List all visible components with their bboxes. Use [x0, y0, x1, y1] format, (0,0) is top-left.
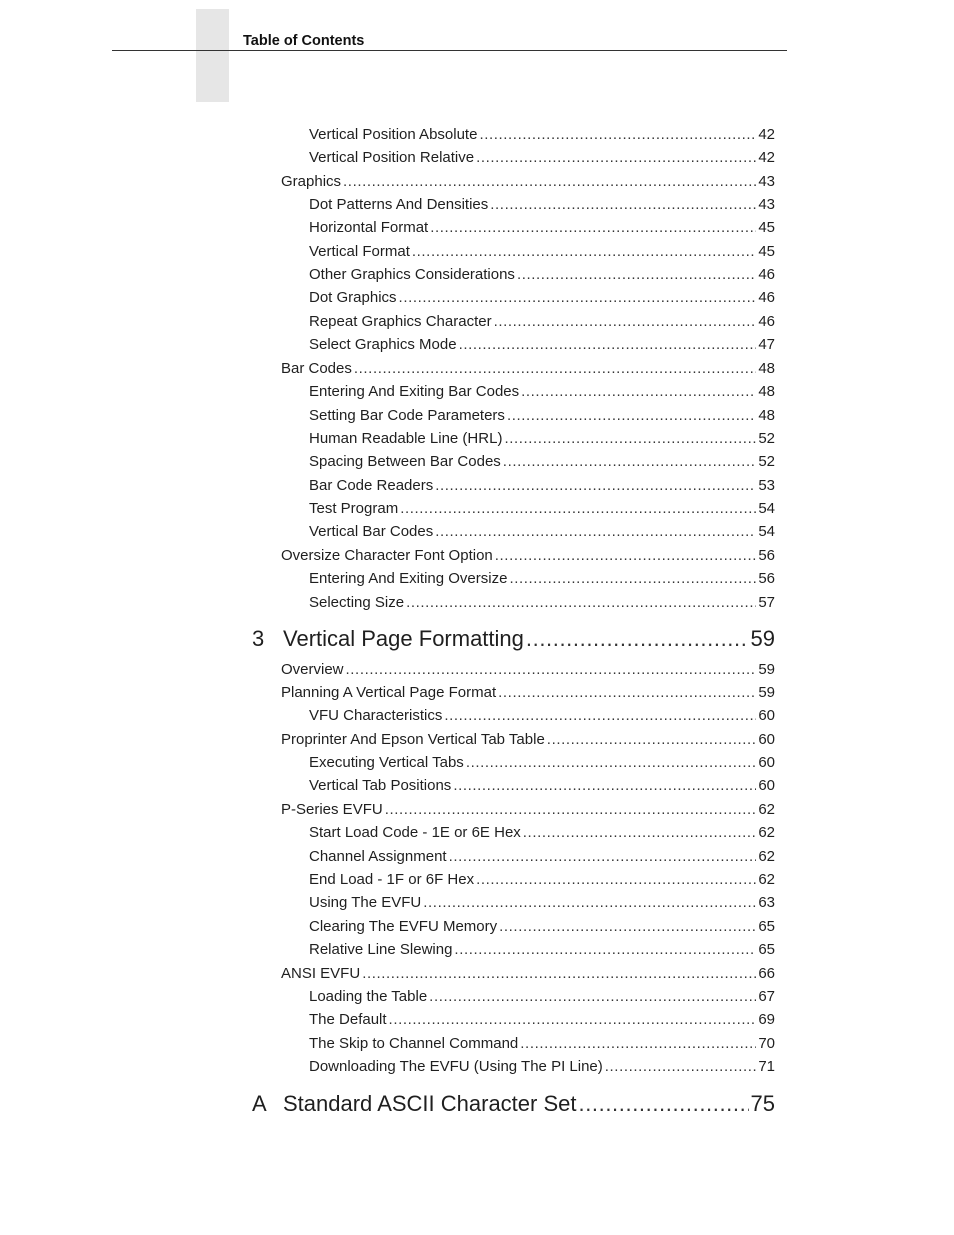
toc-entry[interactable]	[281, 547, 775, 564]
toc-entry[interactable]	[309, 289, 775, 306]
toc-page-number: 62	[758, 801, 775, 818]
toc-entry[interactable]	[309, 918, 775, 935]
toc-entry-label: VFU Characteristics	[309, 707, 443, 724]
header-rule	[112, 50, 787, 51]
dot-leader	[579, 1091, 749, 1117]
toc-page-number: 59	[758, 661, 775, 678]
toc-chapter-title: Standard ASCII Character Set	[283, 1091, 577, 1116]
toc-entry-label: Vertical Tab Positions	[309, 777, 452, 794]
dot-leader	[430, 219, 756, 236]
toc-chapter-entry[interactable]	[252, 626, 775, 652]
dot-leader	[507, 407, 756, 424]
toc-entry-label: ANSI EVFU	[281, 965, 361, 982]
toc-entry-label: Bar Codes	[281, 360, 352, 377]
toc-page-number: 46	[758, 289, 775, 306]
toc-page-number: 53	[758, 477, 775, 494]
toc-entry-label: Dot Patterns And Densities	[309, 196, 489, 213]
page-tab-marker	[196, 9, 229, 102]
toc-entry-label: Vertical Bar Codes	[309, 523, 434, 540]
toc-page-number: 70	[758, 1035, 775, 1052]
running-header-title: Table of Contents	[243, 33, 365, 49]
toc-entry-label: Entering And Exiting Bar Codes	[309, 383, 520, 400]
toc-entry[interactable]	[309, 149, 775, 166]
toc-entry[interactable]	[309, 1011, 775, 1028]
toc-page-number: 60	[758, 707, 775, 724]
toc-page-number: 56	[758, 570, 775, 587]
toc-page-number: 60	[758, 754, 775, 771]
toc-chapter-label	[252, 626, 524, 652]
toc-entry-label: Human Readable Line (HRL)	[309, 430, 503, 447]
toc-entry[interactable]	[309, 777, 775, 794]
dot-leader	[503, 453, 757, 470]
toc-page-number: 75	[750, 1091, 775, 1116]
dot-leader	[406, 594, 756, 611]
dot-leader	[385, 801, 757, 818]
dot-leader	[498, 684, 756, 701]
toc-entry-label: Bar Code Readers	[309, 477, 434, 494]
toc-entry-label: Graphics	[281, 173, 342, 190]
toc-page-number: 56	[758, 547, 775, 564]
dot-leader	[454, 941, 756, 958]
toc-entry[interactable]	[309, 383, 775, 400]
toc-entry[interactable]	[309, 707, 775, 724]
toc-entry-label: Downloading The EVFU (Using The PI Line)	[309, 1058, 603, 1075]
dot-leader	[466, 754, 757, 771]
toc-chapter-label	[252, 1091, 577, 1117]
toc-page-number: 52	[758, 453, 775, 470]
toc-entry-label: Spacing Between Bar Codes	[309, 453, 501, 470]
toc-entry[interactable]	[309, 196, 775, 213]
toc-chapter-entry[interactable]	[252, 1091, 775, 1117]
toc-entry-label: Loading the Table	[309, 988, 428, 1005]
toc-entry[interactable]	[309, 1058, 775, 1075]
toc-entry[interactable]	[281, 801, 775, 818]
dot-leader	[346, 661, 757, 678]
dot-leader	[504, 430, 756, 447]
toc-entry[interactable]	[309, 848, 775, 865]
toc-entry[interactable]	[309, 941, 775, 958]
dot-leader	[429, 988, 756, 1005]
toc-page-number: 45	[758, 219, 775, 236]
toc-entry[interactable]	[309, 477, 775, 494]
toc-page-number: 63	[758, 894, 775, 911]
toc-entry-label: Entering And Exiting Oversize	[309, 570, 508, 587]
toc-entry-label: Vertical Position Absolute	[309, 126, 478, 143]
toc-page-number: 59	[758, 684, 775, 701]
toc-page-number: 62	[758, 848, 775, 865]
dot-leader	[412, 243, 756, 260]
dot-leader	[389, 1011, 757, 1028]
toc-page-number: 65	[758, 918, 775, 935]
toc-page-number: 57	[758, 594, 775, 611]
dot-leader	[479, 126, 756, 143]
toc-entry[interactable]	[309, 336, 775, 353]
toc-page-number: 54	[758, 500, 775, 517]
toc-entry[interactable]	[309, 894, 775, 911]
dot-leader	[343, 173, 756, 190]
toc-entry[interactable]	[281, 731, 775, 748]
toc-entry[interactable]	[309, 243, 775, 260]
toc-entry[interactable]	[309, 523, 775, 540]
dot-leader	[459, 336, 757, 353]
toc-entry-label: The Default	[309, 1011, 387, 1028]
dot-leader	[605, 1058, 757, 1075]
toc-page-number: 65	[758, 941, 775, 958]
toc-chapter-number: A	[252, 1091, 267, 1116]
toc-entry[interactable]	[309, 570, 775, 587]
dot-leader	[362, 965, 756, 982]
toc-entry-label: Select Graphics Mode	[309, 336, 457, 353]
toc-page-number: 66	[758, 965, 775, 982]
toc-page-number: 46	[758, 313, 775, 330]
toc-page-number: 48	[758, 383, 775, 400]
dot-leader	[526, 626, 749, 652]
dot-leader	[449, 848, 757, 865]
toc-entry-label: Planning A Vertical Page Format	[281, 684, 497, 701]
dot-leader	[453, 777, 756, 794]
toc-entry[interactable]	[309, 500, 775, 517]
dot-leader	[517, 266, 756, 283]
toc-entry-label: Horizontal Format	[309, 219, 429, 236]
toc-entry[interactable]	[281, 173, 775, 190]
dot-leader	[523, 824, 757, 841]
toc-entry[interactable]	[309, 988, 775, 1005]
toc-entry-label: Vertical Format	[309, 243, 410, 260]
toc-page-number: 48	[758, 407, 775, 424]
toc-entry[interactable]	[309, 430, 775, 447]
toc-entry-label: Relative Line Slewing	[309, 941, 453, 958]
toc-entry[interactable]	[281, 965, 775, 982]
toc-entry[interactable]	[309, 754, 775, 771]
dot-leader	[423, 894, 756, 911]
toc-page-number: 48	[758, 360, 775, 377]
toc-page-number: 67	[758, 988, 775, 1005]
toc-page-number: 52	[758, 430, 775, 447]
toc-page-number: 45	[758, 243, 775, 260]
dot-leader	[520, 1035, 756, 1052]
toc-entry-label: Selecting Size	[309, 594, 405, 611]
dot-leader	[509, 570, 756, 587]
dot-leader	[547, 731, 757, 748]
toc-page-number: 43	[758, 173, 775, 190]
toc-entry-label: Repeat Graphics Character	[309, 313, 492, 330]
toc-entry-label: Oversize Character Font Option	[281, 547, 493, 564]
toc-entry-label: Clearing The EVFU Memory	[309, 918, 498, 935]
toc-page-number: 46	[758, 266, 775, 283]
dot-leader	[476, 149, 756, 166]
toc-entry[interactable]	[309, 594, 775, 611]
toc-entry[interactable]	[309, 871, 775, 888]
toc-entry[interactable]	[309, 219, 775, 236]
toc-page-number: 54	[758, 523, 775, 540]
dot-leader	[400, 500, 756, 517]
dot-leader	[444, 707, 756, 724]
toc-entry[interactable]	[309, 824, 775, 841]
toc-entry-label: The Skip to Channel Command	[309, 1035, 519, 1052]
toc-page-number: 62	[758, 871, 775, 888]
dot-leader	[490, 196, 756, 213]
toc-page-number: 60	[758, 731, 775, 748]
dot-leader	[435, 477, 756, 494]
toc-page-number: 59	[750, 626, 775, 651]
dot-leader	[399, 289, 757, 306]
toc-chapter-title: Vertical Page Formatting	[283, 626, 524, 651]
toc-page-number: 71	[758, 1058, 775, 1075]
toc-page-number: 69	[758, 1011, 775, 1028]
toc-entry-label: Setting Bar Code Parameters	[309, 407, 505, 424]
dot-leader	[495, 547, 757, 564]
toc-entry-label: Proprinter And Epson Vertical Tab Table	[281, 731, 545, 748]
toc-chapter-number: 3	[252, 626, 265, 651]
toc-entry[interactable]	[309, 266, 775, 283]
toc-entry[interactable]	[309, 1035, 775, 1052]
dot-leader	[435, 523, 756, 540]
toc-entry-label: End Load - 1F or 6F Hex	[309, 871, 475, 888]
dot-leader	[499, 918, 756, 935]
toc-entry-label: Channel Assignment	[309, 848, 447, 865]
toc-entry-label: Vertical Position Relative	[309, 149, 475, 166]
toc-entry[interactable]	[309, 407, 775, 424]
dot-leader	[521, 383, 756, 400]
toc-entry[interactable]	[309, 453, 775, 470]
toc-entry-label: P-Series EVFU	[281, 801, 383, 818]
toc-page-number: 62	[758, 824, 775, 841]
toc-page-number: 43	[758, 196, 775, 213]
toc-entry[interactable]	[309, 313, 775, 330]
toc-entry-label: Using The EVFU	[309, 894, 422, 911]
toc-page-number: 60	[758, 777, 775, 794]
toc-entry-label: Overview	[281, 661, 344, 678]
toc-page-number: 42	[758, 149, 775, 166]
toc-entry[interactable]	[281, 661, 775, 678]
toc-entry[interactable]	[281, 360, 775, 377]
dot-leader	[494, 313, 757, 330]
toc-entry-label: Other Graphics Considerations	[309, 266, 515, 283]
toc-entry[interactable]	[309, 126, 775, 143]
dot-leader	[354, 360, 756, 377]
toc-entry-label: Test Program	[309, 500, 399, 517]
toc-entry-label: Executing Vertical Tabs	[309, 754, 464, 771]
toc-page-number: 42	[758, 126, 775, 143]
toc-page-number: 47	[758, 336, 775, 353]
toc-entry[interactable]	[281, 684, 775, 701]
dot-leader	[476, 871, 756, 888]
toc-entry-label: Start Load Code - 1E or 6E Hex	[309, 824, 521, 841]
toc-entry-label: Dot Graphics	[309, 289, 397, 306]
